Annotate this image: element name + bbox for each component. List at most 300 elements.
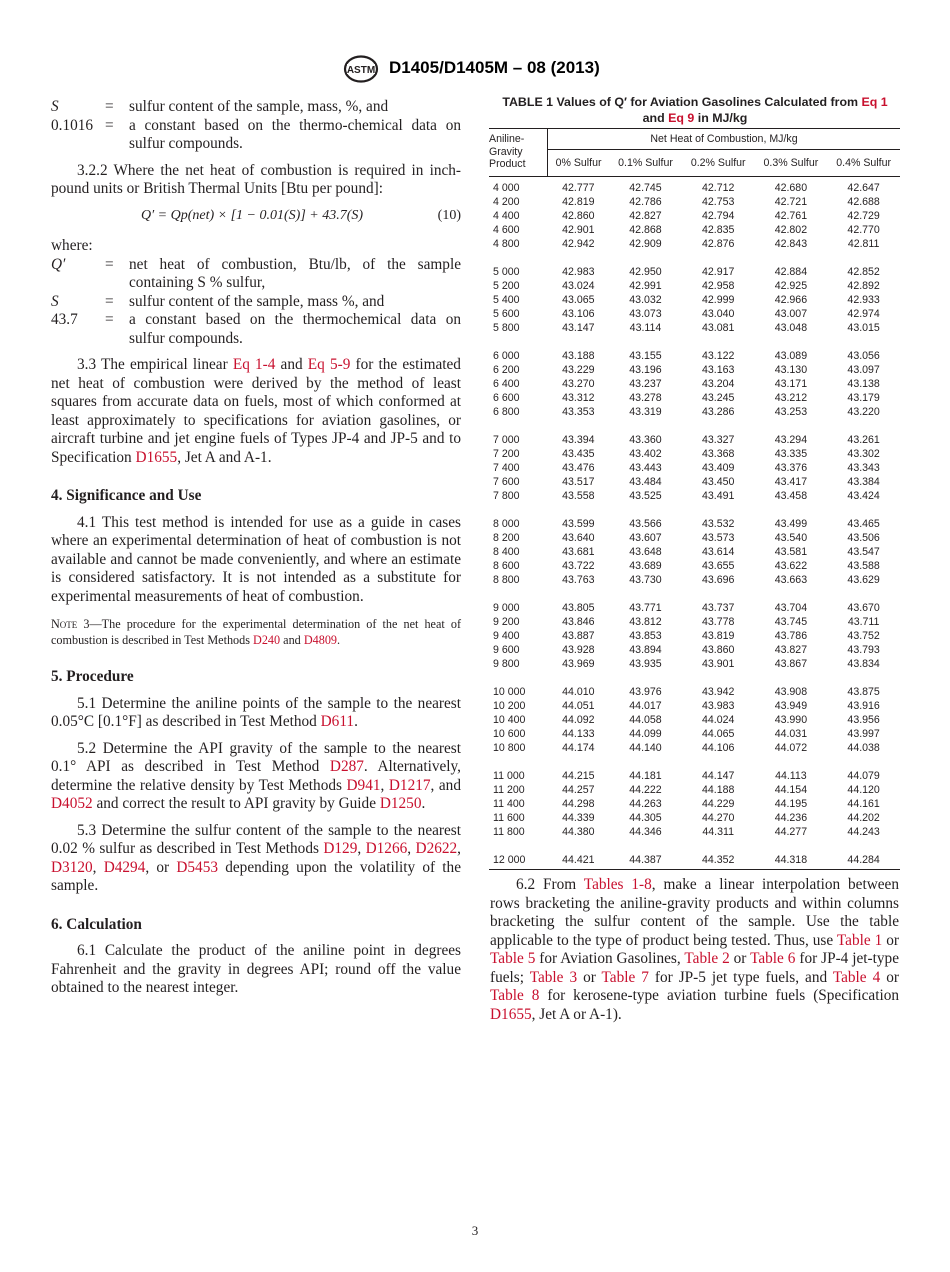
table-row <box>489 573 900 587</box>
equation-number: (10) <box>437 207 461 223</box>
value-cell: 43.465 <box>847 518 880 530</box>
table-row <box>489 713 900 727</box>
value-cell: 44.099 <box>629 728 662 740</box>
table-row <box>489 377 900 391</box>
value-cell: 43.302 <box>847 448 880 460</box>
definition-text: sulfur content of the sample, mass, %, and <box>129 98 389 115</box>
link-d611[interactable]: D611 <box>320 713 355 730</box>
table-row <box>489 363 900 377</box>
value-cell: 43.696 <box>701 574 735 586</box>
definition-text: net heat of combustion, Btu/lb, of the sample containing S % sulfur, <box>129 255 461 291</box>
value-cell: 43.376 <box>774 462 808 474</box>
value-cell: 42.983 <box>562 266 595 278</box>
value-cell: 43.908 <box>774 686 808 698</box>
table-row <box>489 531 900 545</box>
value-cell: 43.663 <box>774 574 808 586</box>
value-cell: 42.712 <box>701 182 735 194</box>
table-row <box>489 251 900 279</box>
value-cell: 42.843 <box>774 238 808 250</box>
product-cell: 7 000 <box>493 434 520 446</box>
product-cell: 10 600 <box>493 728 526 740</box>
value-cell: 43.827 <box>774 644 808 656</box>
value-cell: 43.969 <box>562 658 595 670</box>
value-cell: 44.202 <box>847 812 880 824</box>
value-cell: 43.040 <box>701 308 735 320</box>
table-row <box>489 825 900 839</box>
value-cell: 43.270 <box>562 378 595 390</box>
value-cell: 43.261 <box>847 434 880 446</box>
value-cell: 44.038 <box>847 742 880 754</box>
product-cell: 9 000 <box>493 602 520 614</box>
value-cell: 43.752 <box>847 630 880 642</box>
link-table-8[interactable]: Table 8 <box>490 987 540 1004</box>
value-cell: 43.491 <box>701 490 735 502</box>
link-d2622[interactable]: D2622 <box>415 840 458 857</box>
product-cell: 5 400 <box>493 294 520 306</box>
value-cell: 43.573 <box>701 532 735 544</box>
value-cell: 43.983 <box>701 700 735 712</box>
value-cell: 43.081 <box>701 322 735 334</box>
value-cell: 44.298 <box>562 798 595 810</box>
value-cell: 44.051 <box>562 700 595 712</box>
table-row <box>489 335 900 363</box>
value-cell: 43.540 <box>774 532 808 544</box>
value-cell: 43.607 <box>629 532 662 544</box>
document-designation: D1405/D1405M – 08 (2013) <box>389 58 600 77</box>
value-cell: 43.138 <box>847 378 880 390</box>
value-cell: 43.212 <box>774 392 808 404</box>
value-cell: 42.909 <box>629 238 662 250</box>
link-table-7[interactable]: Table 7 <box>601 968 649 986</box>
link-d1250[interactable]: D1250 <box>379 795 422 812</box>
value-cell: 43.997 <box>847 728 880 740</box>
value-cell: 43.547 <box>847 546 880 558</box>
link-d240[interactable]: D240 <box>253 633 281 647</box>
value-cell: 44.421 <box>548 839 610 870</box>
value-cell: 43.928 <box>562 644 595 656</box>
value-cell: 43.402 <box>629 448 662 460</box>
value-cell: 43.196 <box>629 364 662 376</box>
value-cell: 44.263 <box>629 798 662 810</box>
definition-s <box>51 98 461 117</box>
product-cell: 4 800 <box>493 238 520 250</box>
value-cell: 44.010 <box>562 686 595 698</box>
value-cell: 44.305 <box>629 812 662 824</box>
value-cell: 42.958 <box>701 280 735 292</box>
value-cell: 44.072 <box>774 742 808 754</box>
value-cell: 43.443 <box>629 462 662 474</box>
link-d4809[interactable]: D4809 <box>303 633 338 647</box>
value-cell: 43.949 <box>774 700 808 712</box>
column-header: 0% Sulfur <box>548 150 610 177</box>
table-1 <box>489 128 900 870</box>
value-cell: 43.130 <box>774 364 808 376</box>
definition-symbol: 43.7 <box>51 311 78 328</box>
value-cell: 44.257 <box>562 784 595 796</box>
value-cell: 44.270 <box>701 812 735 824</box>
value-cell: 43.343 <box>847 462 880 474</box>
value-cell: 43.655 <box>701 560 735 572</box>
link-d1266[interactable]: D1266 <box>365 840 408 857</box>
link-d1655[interactable]: D1655 <box>135 448 178 466</box>
value-cell: 43.901 <box>701 658 735 670</box>
value-cell: 44.277 <box>774 826 808 838</box>
value-cell: 43.007 <box>774 308 808 320</box>
value-cell: 43.424 <box>847 490 880 502</box>
value-cell: 42.925 <box>774 280 808 292</box>
table-row <box>489 811 900 825</box>
product-cell: 9 200 <box>493 616 520 628</box>
value-cell: 44.079 <box>847 770 880 782</box>
value-cell: 43.353 <box>562 406 595 418</box>
value-cell: 43.450 <box>701 476 735 488</box>
value-cell: 44.147 <box>701 770 735 782</box>
product-cell: 5 600 <box>493 308 520 320</box>
table-row <box>489 587 900 615</box>
link-d1655-2[interactable]: D1655 <box>490 1005 532 1023</box>
table-row <box>489 727 900 741</box>
value-cell: 43.622 <box>774 560 808 572</box>
column-header: 0.1% Sulfur <box>609 150 682 177</box>
value-cell: 44.017 <box>629 700 662 712</box>
link-eq-1[interactable]: Eq 1 <box>861 95 888 109</box>
value-cell: 43.458 <box>774 490 808 502</box>
value-cell: 44.154 <box>774 784 808 796</box>
paragraph-3-3: 3.3 The empirical linear Eq 1-4 and Eq 5-9 for the estimated net heat of combustion were derived by the method of least squares from accurate data on fuels, most of which conformed at least approximately to specifications for aviation gasolines, or aircraft turbine and jet engine fuels of Types JP-4 and JP-5 and to Specification D1655, Jet A and A-1. <box>51 356 461 466</box>
value-cell: 43.384 <box>847 476 880 488</box>
value-cell: 43.599 <box>562 518 595 530</box>
definition-equals: = <box>105 292 114 310</box>
value-cell: 43.417 <box>774 476 808 488</box>
value-cell: 43.319 <box>629 406 662 418</box>
link-d287[interactable]: D287 <box>329 758 364 775</box>
table-1-caption: TABLE 1 Values of Q′ for Aviation Gasolines Calculated from Eq 1 and Eq 9 in MJ/kg <box>502 95 888 125</box>
product-cell: 6 000 <box>493 350 520 362</box>
value-cell: 43.670 <box>847 602 880 614</box>
table-row <box>489 177 900 196</box>
value-cell: 43.245 <box>701 392 735 404</box>
value-cell: 42.884 <box>774 266 808 278</box>
value-cell: 43.163 <box>701 364 735 376</box>
table-row <box>489 419 900 447</box>
value-cell: 43.860 <box>701 644 735 656</box>
value-cell: 43.171 <box>774 378 808 390</box>
value-cell: 43.778 <box>701 616 735 628</box>
product-cell: 11 200 <box>493 784 525 796</box>
table-row <box>489 447 900 461</box>
value-cell: 44.318 <box>755 839 828 870</box>
value-cell: 43.887 <box>562 630 595 642</box>
value-cell: 43.805 <box>562 602 595 614</box>
product-cell: 6 200 <box>493 364 520 376</box>
table-row <box>489 559 900 573</box>
note-3: Note 3—The procedure for the experimental determination of the net heat of combustion is described in Test Methods D240 and D4809. <box>51 617 462 647</box>
logo-text: ASTM <box>346 65 376 77</box>
table-body <box>489 177 900 870</box>
table-row <box>489 321 900 335</box>
value-cell: 43.581 <box>774 546 808 558</box>
value-cell: 42.974 <box>847 308 880 320</box>
definition-symbol: Q′ <box>51 255 66 273</box>
value-cell: 43.722 <box>562 560 595 572</box>
definition-text: a constant based on the thermo-chemical data on sulfur compounds. <box>129 116 461 152</box>
value-cell: 43.179 <box>847 392 880 404</box>
definition-q-prime <box>51 256 461 293</box>
product-cell: 9 400 <box>493 630 520 642</box>
column-group-header: Net Heat of Combustion, MJ/kg <box>548 129 901 150</box>
value-cell: 43.558 <box>562 490 595 502</box>
note-label: Note 3 <box>51 617 90 631</box>
table-row <box>489 545 900 559</box>
value-cell: 42.999 <box>701 294 735 306</box>
value-cell: 43.253 <box>774 406 808 418</box>
value-cell: 42.794 <box>701 210 735 222</box>
section-6-heading: 6. Calculation <box>51 915 142 933</box>
product-cell: 5 200 <box>493 280 520 292</box>
link-d4294[interactable]: D4294 <box>103 858 146 876</box>
equation-10 <box>51 199 461 234</box>
left-column <box>51 98 461 998</box>
table-row <box>489 223 900 237</box>
value-cell: 43.114 <box>629 322 662 334</box>
value-cell: 42.811 <box>847 238 880 250</box>
value-cell: 43.730 <box>629 574 662 586</box>
value-cell: 43.155 <box>629 350 662 362</box>
value-cell: 44.339 <box>562 812 595 824</box>
table-row <box>489 307 900 321</box>
value-cell: 42.761 <box>774 210 808 222</box>
value-cell: 43.942 <box>701 686 735 698</box>
value-cell: 43.566 <box>629 518 662 530</box>
value-cell: 43.147 <box>562 322 595 334</box>
product-cell: 5 000 <box>493 266 520 278</box>
value-cell: 43.220 <box>847 406 880 418</box>
value-cell: 43.976 <box>629 686 662 698</box>
link-table-6[interactable]: Table 6 <box>750 950 796 967</box>
paragraph-5-3: 5.3 Determine the sulfur content of the sample to the nearest 0.02 % sulfur as described in Test Methods D129, D1266, D2622, D3120, D4294, or D5453 depending upon the volatility of the sample. <box>51 821 461 894</box>
product-cell: 11 400 <box>493 798 525 810</box>
value-cell: 43.763 <box>562 574 595 586</box>
value-cell: 43.065 <box>562 294 595 306</box>
product-cell: 7 200 <box>493 448 520 460</box>
value-cell: 43.588 <box>847 560 880 572</box>
link-d5453[interactable]: D5453 <box>176 858 219 876</box>
value-cell: 43.435 <box>562 448 595 460</box>
link-table-1[interactable]: Table 1 <box>836 931 883 949</box>
value-cell: 43.786 <box>774 630 808 642</box>
product-cell: 7 400 <box>493 462 520 474</box>
value-cell: 44.133 <box>562 728 595 740</box>
value-cell: 43.368 <box>701 448 735 460</box>
value-cell: 44.222 <box>629 784 662 796</box>
link-table-5[interactable]: Table 5 <box>490 950 536 967</box>
value-cell: 43.476 <box>562 462 595 474</box>
paragraph-6-1: 6.1 Calculate the product of the aniline point in degrees Fahrenheit and the gravity in degrees API; round off the value obtained to the nearest integer. <box>51 942 461 996</box>
link-d1217[interactable]: D1217 <box>388 776 431 794</box>
value-cell: 43.745 <box>774 616 808 628</box>
link-d129[interactable]: D129 <box>323 840 358 857</box>
right-column <box>490 876 899 1024</box>
value-cell: 44.236 <box>774 812 808 824</box>
value-cell: 42.688 <box>847 196 880 208</box>
column-header: 0.2% Sulfur <box>682 150 755 177</box>
value-cell: 42.876 <box>701 238 735 250</box>
value-cell: 43.106 <box>562 308 595 320</box>
paragraph-5-2: 5.2 Determine the API gravity of the sample to the nearest 0.1° API as described in Test Method D287. Alternatively, determine the relative density by Test Methods D941, D1217, and D4052 and correct the result to API gravity by Guide D1250. <box>51 739 461 812</box>
value-cell: 43.360 <box>629 434 662 446</box>
value-cell: 42.933 <box>847 294 880 306</box>
value-cell: 42.860 <box>562 210 595 222</box>
value-cell: 43.312 <box>562 392 595 404</box>
value-cell: 43.097 <box>847 364 880 376</box>
value-cell: 43.188 <box>562 350 595 362</box>
value-cell: 42.827 <box>629 210 662 222</box>
product-cell: 6 600 <box>493 392 520 404</box>
product-cell: 9 600 <box>493 644 520 656</box>
value-cell: 43.834 <box>847 658 880 670</box>
product-cell: 7 800 <box>493 490 520 502</box>
value-cell: 43.819 <box>701 630 735 642</box>
value-cell: 43.122 <box>701 350 735 362</box>
value-cell: 44.284 <box>827 839 900 870</box>
value-cell: 44.174 <box>562 742 595 754</box>
table-row <box>489 657 900 671</box>
value-cell: 43.015 <box>847 322 880 334</box>
value-cell: 43.327 <box>701 434 735 446</box>
table-row <box>489 237 900 251</box>
link-d941[interactable]: D941 <box>346 776 381 794</box>
value-cell: 43.409 <box>701 462 735 474</box>
value-cell: 42.745 <box>629 182 662 194</box>
link-table-4[interactable]: Table 4 <box>832 968 881 986</box>
value-cell: 44.243 <box>847 826 880 838</box>
product-cell: 10 400 <box>493 714 526 726</box>
column-header: 0.3% Sulfur <box>755 150 828 177</box>
section-4-heading: 4. Significance and Use <box>51 487 202 504</box>
definition-text: a constant based on the thermochemical data on sulfur compounds. <box>129 311 461 347</box>
link-d4052[interactable]: D4052 <box>51 795 93 812</box>
value-cell: 43.499 <box>774 518 808 530</box>
link-table-3[interactable]: Table 3 <box>529 968 578 986</box>
product-cell: 11 800 <box>493 826 525 838</box>
definition-s2 <box>51 293 461 312</box>
value-cell: 44.065 <box>701 728 735 740</box>
paragraph-6-2: 6.2 From Tables 1-8, make a linear interpolation between rows bracketing the aniline-gravity products and within columns bracketing the sulfur content of the sample. Use the table applicable to the type of product being tested. Thus, use Table 1 or Table 5 for Aviation Gasolines, Table 2 or Table 6 for JP-4 jet-type fuels; Table 3 or Table 7 for JP-5 jet type fuels, and Table 4 or Table 8 for kerosene-type aviation turbine fuels (Specification D1655, Jet A or A-1). <box>490 876 899 1023</box>
value-cell: 44.188 <box>701 784 735 796</box>
value-cell: 42.852 <box>847 266 880 278</box>
table-row <box>489 755 900 783</box>
value-cell: 44.092 <box>562 714 595 726</box>
value-cell: 42.729 <box>847 210 880 222</box>
value-cell: 43.681 <box>562 546 595 558</box>
value-cell: 42.950 <box>629 266 662 278</box>
column-header-product: Aniline-Gravity Product <box>489 129 548 177</box>
table-row <box>489 405 900 419</box>
value-cell: 43.689 <box>629 560 662 572</box>
section-5-heading: 5. Procedure <box>51 668 134 685</box>
value-cell: 44.024 <box>701 714 735 726</box>
where-label: where: <box>51 237 93 254</box>
value-cell: 42.753 <box>701 196 735 208</box>
value-cell: 42.991 <box>629 280 662 292</box>
value-cell: 44.346 <box>629 826 662 838</box>
table-row <box>489 489 900 503</box>
definition-equals: = <box>105 255 114 273</box>
value-cell: 43.875 <box>847 686 880 698</box>
link-table-2[interactable]: Table 2 <box>684 950 730 967</box>
value-cell: 44.031 <box>774 728 808 740</box>
definition-equals: = <box>105 116 114 134</box>
table-row <box>489 503 900 531</box>
value-cell: 44.181 <box>629 770 662 782</box>
value-cell: 44.311 <box>702 826 734 838</box>
product-cell: 10 200 <box>493 700 526 712</box>
value-cell: 43.056 <box>847 350 880 362</box>
value-cell: 44.215 <box>562 770 595 782</box>
table-row <box>489 615 900 629</box>
table-row <box>489 671 900 699</box>
table-row <box>489 279 900 293</box>
product-cell: 10 800 <box>493 742 526 754</box>
link-eq-1-4[interactable]: Eq 1-4 <box>232 356 276 373</box>
value-cell: 43.335 <box>774 448 808 460</box>
value-cell: 43.704 <box>774 602 808 614</box>
link-eq-9[interactable]: Eq 9 <box>668 111 695 125</box>
paragraph-3-2-2: 3.2.2 Where the net heat of combustion is required in inch-pound units or British Thermal Units [Btu per pound]: <box>51 161 461 197</box>
table-row <box>489 699 900 713</box>
value-cell: 42.680 <box>774 182 808 194</box>
value-cell: 42.892 <box>847 280 880 292</box>
product-cell: 4 000 <box>493 182 520 194</box>
value-cell: 44.058 <box>629 714 662 726</box>
table-row <box>489 293 900 307</box>
value-cell: 42.942 <box>562 238 595 250</box>
link-eq-5-9[interactable]: Eq 5-9 <box>307 356 351 373</box>
product-cell: 11 600 <box>493 812 525 824</box>
table-row <box>489 643 900 657</box>
product-cell: 9 800 <box>493 658 520 670</box>
table-row <box>489 461 900 475</box>
value-cell: 43.089 <box>774 350 808 362</box>
link-d3120[interactable]: D3120 <box>51 858 93 876</box>
value-cell: 44.387 <box>609 839 682 870</box>
table-row <box>489 475 900 489</box>
value-cell: 43.229 <box>562 364 595 376</box>
product-cell: 5 800 <box>493 322 520 334</box>
value-cell: 43.394 <box>562 434 595 446</box>
value-cell: 42.777 <box>562 182 595 194</box>
value-cell: 43.894 <box>629 644 662 656</box>
product-cell: 8 000 <box>493 518 520 530</box>
value-cell: 42.647 <box>847 182 880 194</box>
product-cell: 8 200 <box>493 532 520 544</box>
value-cell: 43.517 <box>562 476 595 488</box>
definition-symbol: S <box>51 98 59 115</box>
value-cell: 44.352 <box>682 839 755 870</box>
value-cell: 44.195 <box>774 798 808 810</box>
value-cell: 44.229 <box>701 798 735 810</box>
link-tables-1-8[interactable]: Tables 1-8 <box>583 876 652 893</box>
value-cell: 42.770 <box>847 224 880 236</box>
equation-formula: Q′ = Qp(net) × [1 − 0.01(S)] + 43.7(S) <box>141 207 364 223</box>
value-cell: 44.106 <box>701 742 735 754</box>
value-cell: 43.711 <box>847 616 880 628</box>
page-header <box>0 55 950 85</box>
product-cell: 12 000 <box>489 839 548 870</box>
product-cell: 6 400 <box>493 378 520 390</box>
value-cell: 42.917 <box>701 266 735 278</box>
definition-text: sulfur content of the sample, mass %, and <box>129 292 385 310</box>
